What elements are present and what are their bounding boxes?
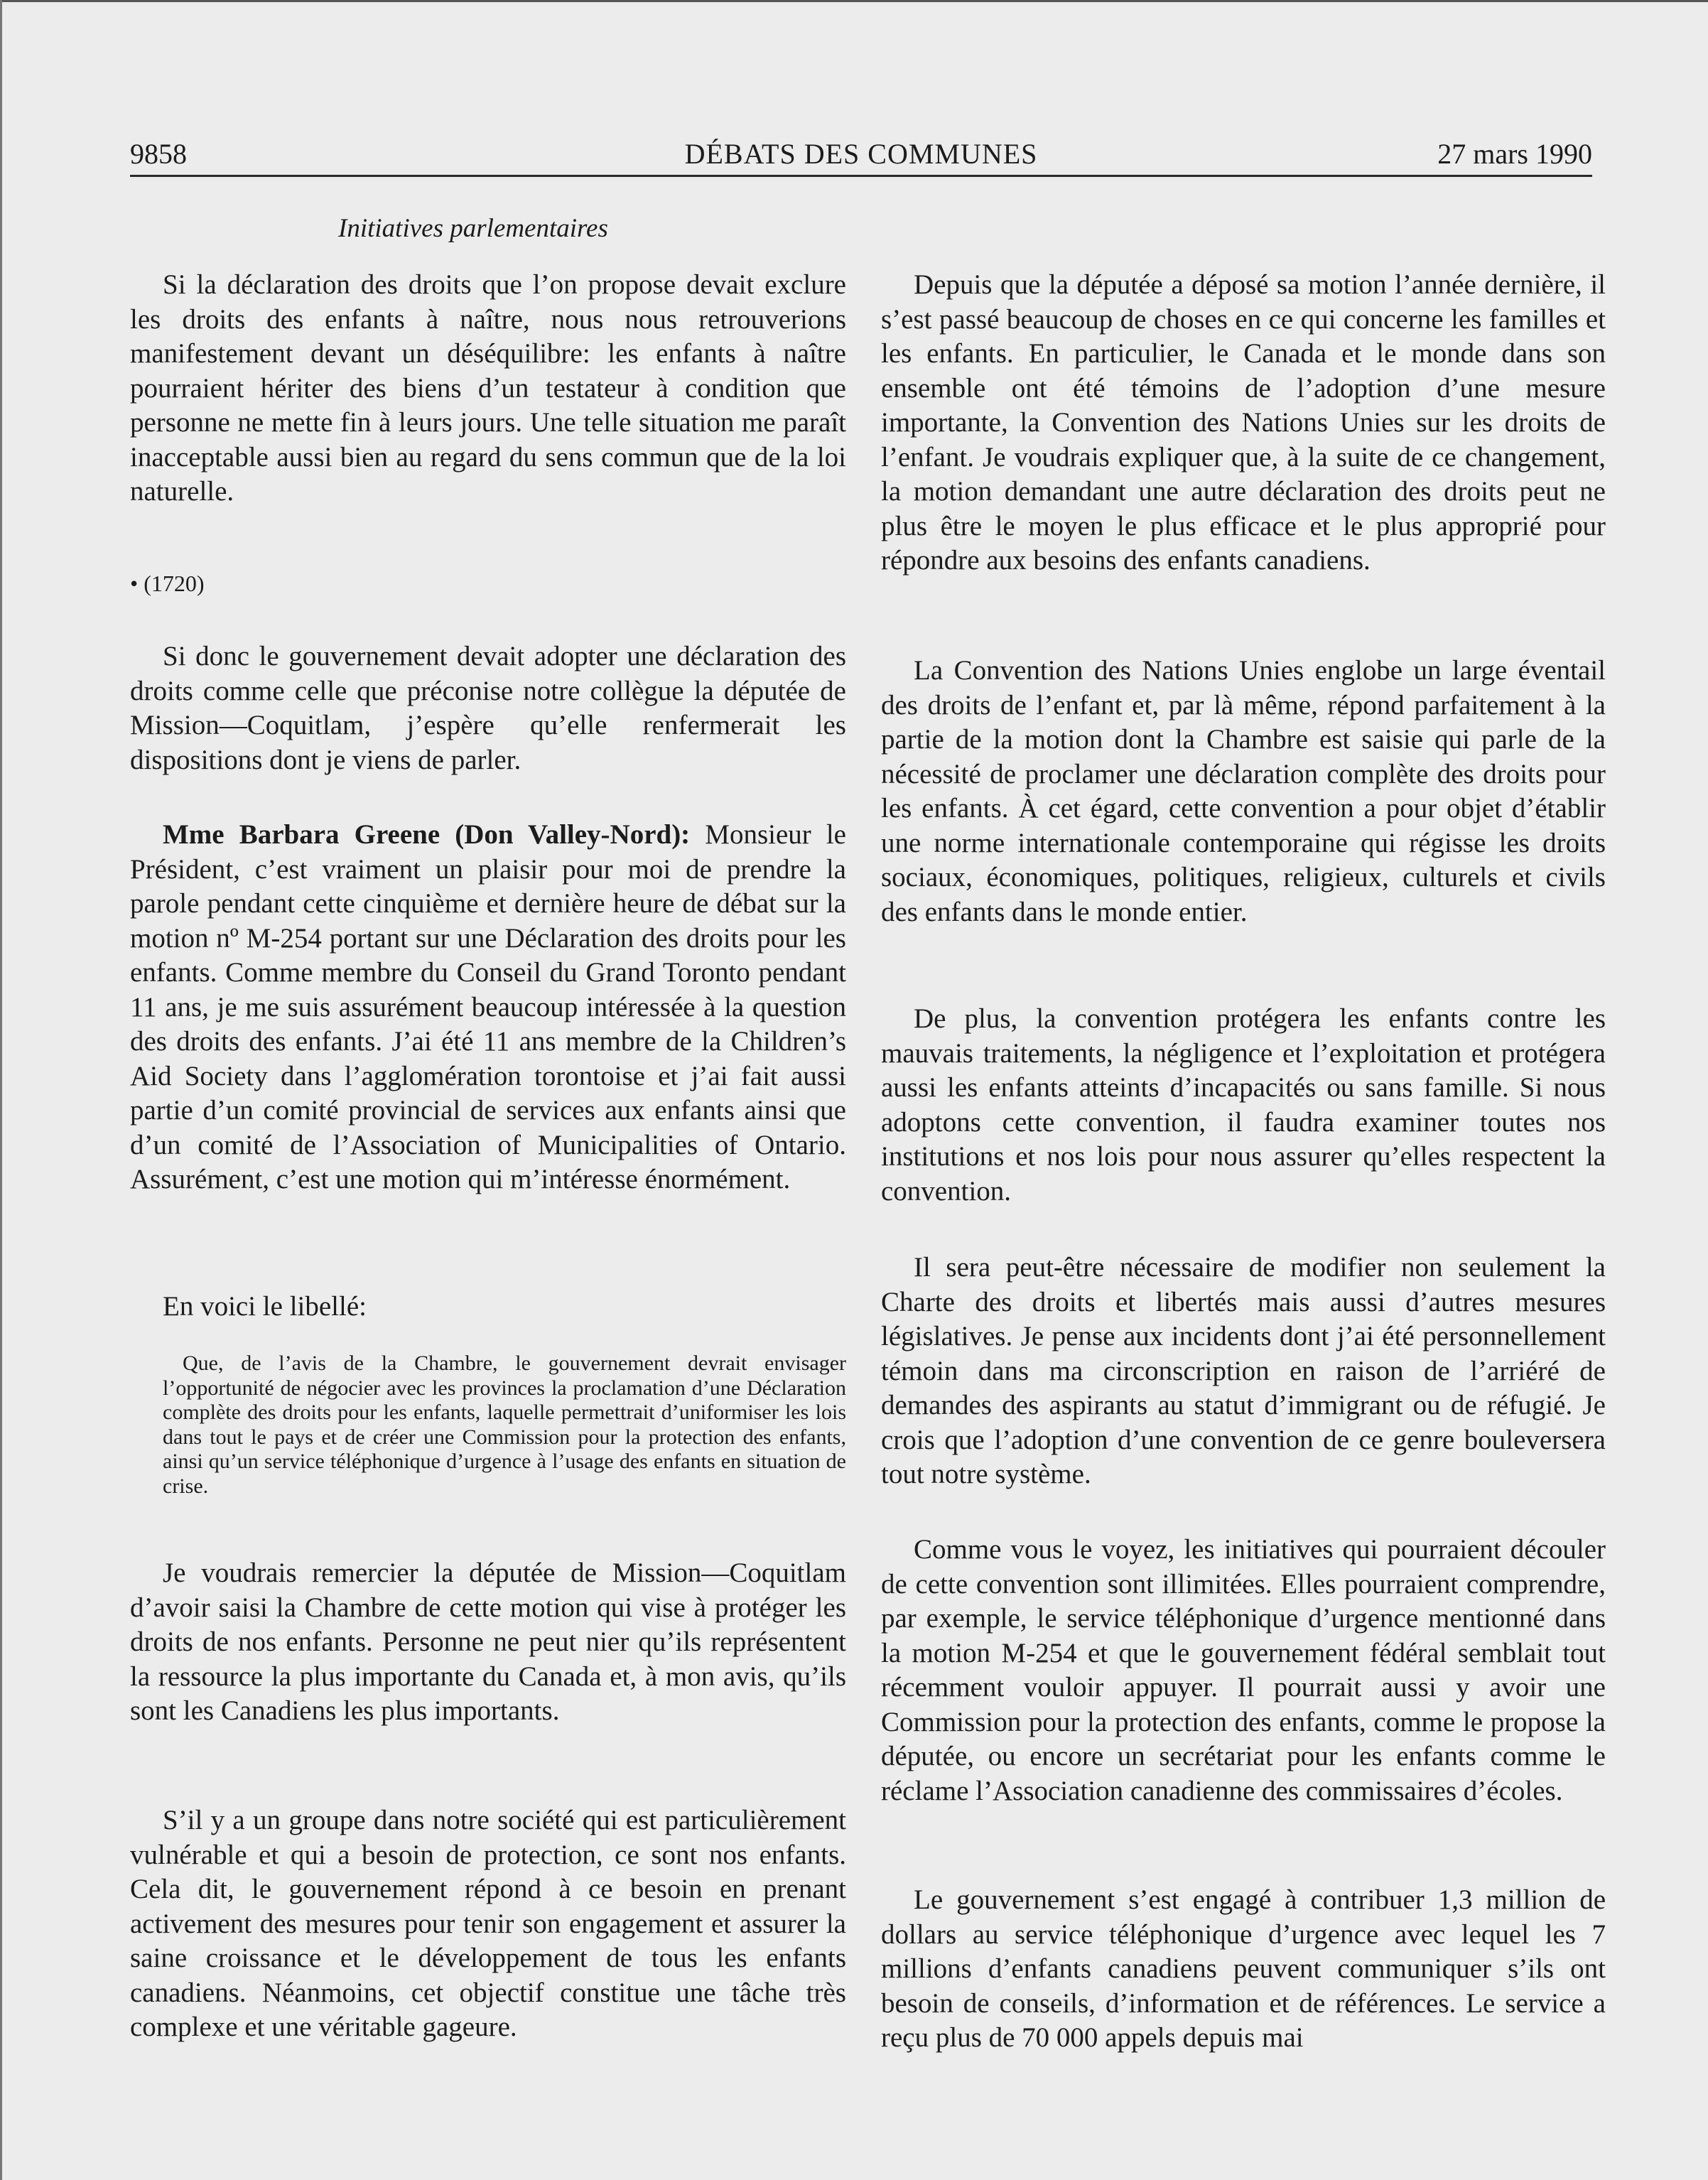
paragraph: La Convention des Nations Unies englobe un large éventail des droits de l’enfant et, par là même, répond parfaitement à la partie de la motion dont la Chambre est saisie qui parle de la nécessité de proclamer une déclaration complète des droits pour les enfants. À cet égard, cette convention a pour objet d’établir une norme internationale contemporaine qui régisse les droits sociaux, économiques, politiques, religieux, culturels et civils des enfants dans le monde entier. [881,655,1606,927]
paragraph: Depuis que la députée a déposé sa motion l’année dernière, il s’est passé beaucoup de choses en ce qui concerne les familles et les enfants. En particulier, le Canada et le monde dans son ensemble ont été témoins de l’adoption d’une mesure importante, la Convention des Nations Unies sur les droits de l’enfant. Je voudrais expliquer que, à la suite de ce changement, la motion demandant une autre déclaration des droits peut ne plus être le moyen le plus efficace et le plus approprié pour répondre aux besoins des enfants canadiens. [881,269,1606,576]
paragraph: Si la déclaration des droits que l’on propose devait exclure les droits des enfants à naître, nous nous retrouverions manifestement devant un déséquilibre: les enfants à naître pourraient hériter des biens d’un testateur à condition que personne ne mette fin à leurs jours. Une telle situation me paraît inacceptable aussi bien au regard du sens commun que de la loi naturelle. [130,269,846,507]
quote-lead: En voici le libellé: [163,1291,367,1322]
paragraph: Il sera peut-être nécessaire de modifier non seulement la Charte des droits et libertés mais aussi d’autres mesures législatives. Je pense aux incidents dont j’ai été personnellement témoin dans ma circonscription en raison de l’arriéré de demandes des aspirants au statut d’immigrant ou de réfugié. Je crois que l’adoption d’une convention de ce genre bouleversera tout notre système. [881,1252,1606,1489]
page-number: 9858 [130,138,187,170]
page-left-edge [0,0,2,2180]
paragraph: De plus, la convention protégera les enfants contre les mauvais traitements, la négligence et l’exploitation et protégera aussi les enfants atteints d’incapacités ou sans famille. Si nous adoptons cette convention, il faudra examiner toutes nos institutions et nos lois pour nous assurer qu’elles respectent la convention. [881,1003,1606,1207]
paragraph: Comme vous le voyez, les initiatives qui pourraient découler de cette convention sont illimitées. Elles pourraient comprendre, par exemple, le service téléphonique d’urgence mentionné dans la motion M-254 et que le gouvernement fédéral semblait tout récemment vouloir appuyer. Il pourrait aussi y avoir une Commission pour la protection des enfants, comme le propose la députée, ou encore un secrétariat pour les enfants comme le réclame l’Association canadienne des commissaires d’écoles. [881,1534,1606,1806]
speaker-name: Mme Barbara Greene (Don Valley-Nord): [163,819,691,850]
motion-quote: Que, de l’avis de la Chambre, le gouvernement devrait envisager l’opportunité de négocier avec les provinces la proclamation d’une Déclaration complète des droits pour les enfants, laquelle permettrait d’uniformiser les lois dans tout le pays et de créer une Commission pour la protection des enfants, ainsi qu’un service téléphonique d’urgence à l’usage des enfants en situation de crise. [163,1351,846,1498]
speaker-paragraph [130,818,846,1197]
paragraph: S’il y a un groupe dans notre société qui est particulièrement vulnérable et qui a besoin de protection, ce sont nos enfants. Cela dit, le gouvernement répond à ce besoin en prenant activement des mesures pour tenir son engagement et assurer la saine croissance et le développement de tous les enfants canadiens. Néanmoins, cet objectif constitue une tâche très complexe et une véritable gageure. [130,1805,846,2042]
section-label: Initiatives parlementaires [338,214,608,243]
publication-title: DÉBATS DES COMMUNES [684,138,1038,170]
page-top-edge [0,0,1708,2]
paragraph: Le gouvernement s’est engagé à contribuer 1,3 million de dollars au service téléphonique d’urgence avec lequel les 7 millions d’enfants canadiens peuvent communiquer s’ils ont besoin de conseils, d’information et de références. Le service a reçu plus de 70 000 appels depuis mai [881,1884,1606,2053]
header-rule [130,175,1592,177]
timestamp: • (1720) [130,571,205,596]
publication-date: 27 mars 1990 [1437,138,1592,170]
speaker-text: Monsieur le Président, c’est vraiment un plaisir pour moi de prendre la parole pendant cette cinquième et dernière heure de débat sur la motion nº M-254 portant sur une Déclaration des droits pour les enfants. Comme membre du Conseil du Grand Toronto pendant 11 ans, je me suis assurément beaucoup intéressée à la question des droits des enfants. J’ai été 11 ans membre de la Children’s Aid Society dans l’agglomération torontoise et j’ai fait aussi partie d’un comité provincial de services aux enfants ainsi que d’un comité de l’Association of Municipalities of Ontario. Assurément, c’est une motion qui m’intéresse énormément. [130,819,846,1194]
running-header [130,134,1592,175]
paragraph: Si donc le gouvernement devait adopter une déclaration des droits comme celle que préconise notre collègue la députée de Mission—Coquitlam, j’espère qu’elle renfermerait les dispositions dont je viens de parler. [130,641,846,775]
paragraph: Je voudrais remercier la députée de Mission—Coquitlam d’avoir saisi la Chambre de cette motion qui vise à protéger les droits de nos enfants. Personne ne peut nier qu’ils représentent la ressource la plus importante du Canada et, à mon avis, qu’ils sont les Canadiens les plus importants. [130,1558,846,1726]
